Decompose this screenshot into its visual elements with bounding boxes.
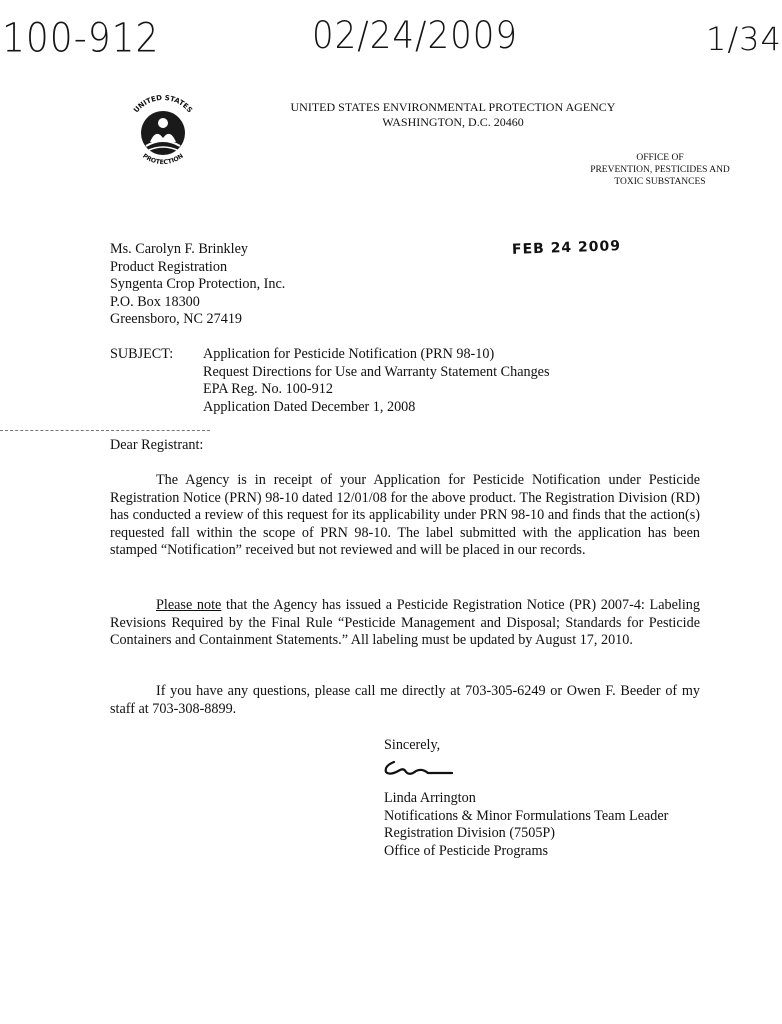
recipient-department: Product Registration [110,258,228,275]
epa-seal-logo [120,90,206,176]
subject-line: EPA Reg. No. 100-912 [203,381,333,397]
underlined-lead: Please note [156,597,222,613]
signer-title: Notifications & Minor Formulations Team Leader [384,807,669,824]
paragraph-rest: that the Agency has issued a Pesticide Registration Notice (PR) 2007-4: Labeling Revisions Required by the Final Rule “Pesticide Management and Disposal; Standards for Pesticide Containers and Containment Statements.” All labeling must be updated by August 17, 2010. [110,597,700,648]
subject-line: Application for Pesticide Notification (PRN 98-10) [203,346,495,362]
recipient-name: Ms. Carolyn F. Brinkley [110,241,248,257]
recipient-company: Syngenta Crop Protection, Inc. [110,276,286,292]
agency-city: WASHINGTON, D.C. 20460 [382,115,524,129]
recipient-city: Greensboro, NC 27419 [110,311,243,327]
office-line: TOXIC SUBSTANCES [614,177,706,187]
paragraph-text [110,597,700,650]
agency-name: UNITED STATES ENVIRONMENTAL PROTECTION AGENCY [290,100,616,114]
office-line: PREVENTION, PESTICIDES AND [590,165,730,175]
handwritten-page-count: 1/34 [706,20,782,58]
body-paragraph [110,472,700,560]
salutation: Dear Registrant: [110,437,204,453]
paragraph-text: The Agency is in receipt of your Application for Pesticide Notification under Pesticide Registration Notice (PRN) 98-10 dated 12/01/08 for the above product. The Registration Division (RD) has conducted a review of this request for its applicability under PRN 98-10 and finds that the action(s) requested fall within the scope of PRN 98-10. The label submitted with the application has been stamped “Notification” received but not reviewed and will be placed in our records. [110,472,700,558]
closing: Sincerely, [384,737,441,753]
seal-text-top: UNITED STATES [132,93,194,115]
date-stamp: FEB 24 2009 [511,238,622,258]
handwritten-registration-number: 100-912 [2,15,160,62]
seal-text-bottom: PROTECTION [141,152,185,167]
subject-label: SUBJECT: [110,346,174,362]
subject-line: Request Directions for Use and Warranty Statement Changes [203,363,550,380]
scan-artifact-line [0,430,210,431]
signer-name: Linda Arrington [384,790,476,806]
signer-division: Registration Division (7505P) [384,825,556,841]
body-paragraph [110,683,700,718]
recipient-po-box: P.O. Box 18300 [110,293,200,310]
body-paragraph [110,597,700,650]
handwritten-date: 02/24/2009 [312,14,518,58]
subject-line: Application Dated December 1, 2008 [203,398,416,415]
handwritten-signature [382,756,460,782]
signer-office: Office of Pesticide Programs [384,842,549,859]
office-line: OFFICE OF [636,153,684,163]
paragraph-text: If you have any questions, please call me directly at 703-305-6249 or Owen F. Beeder of my staff at 703-308-8899. [110,683,700,717]
